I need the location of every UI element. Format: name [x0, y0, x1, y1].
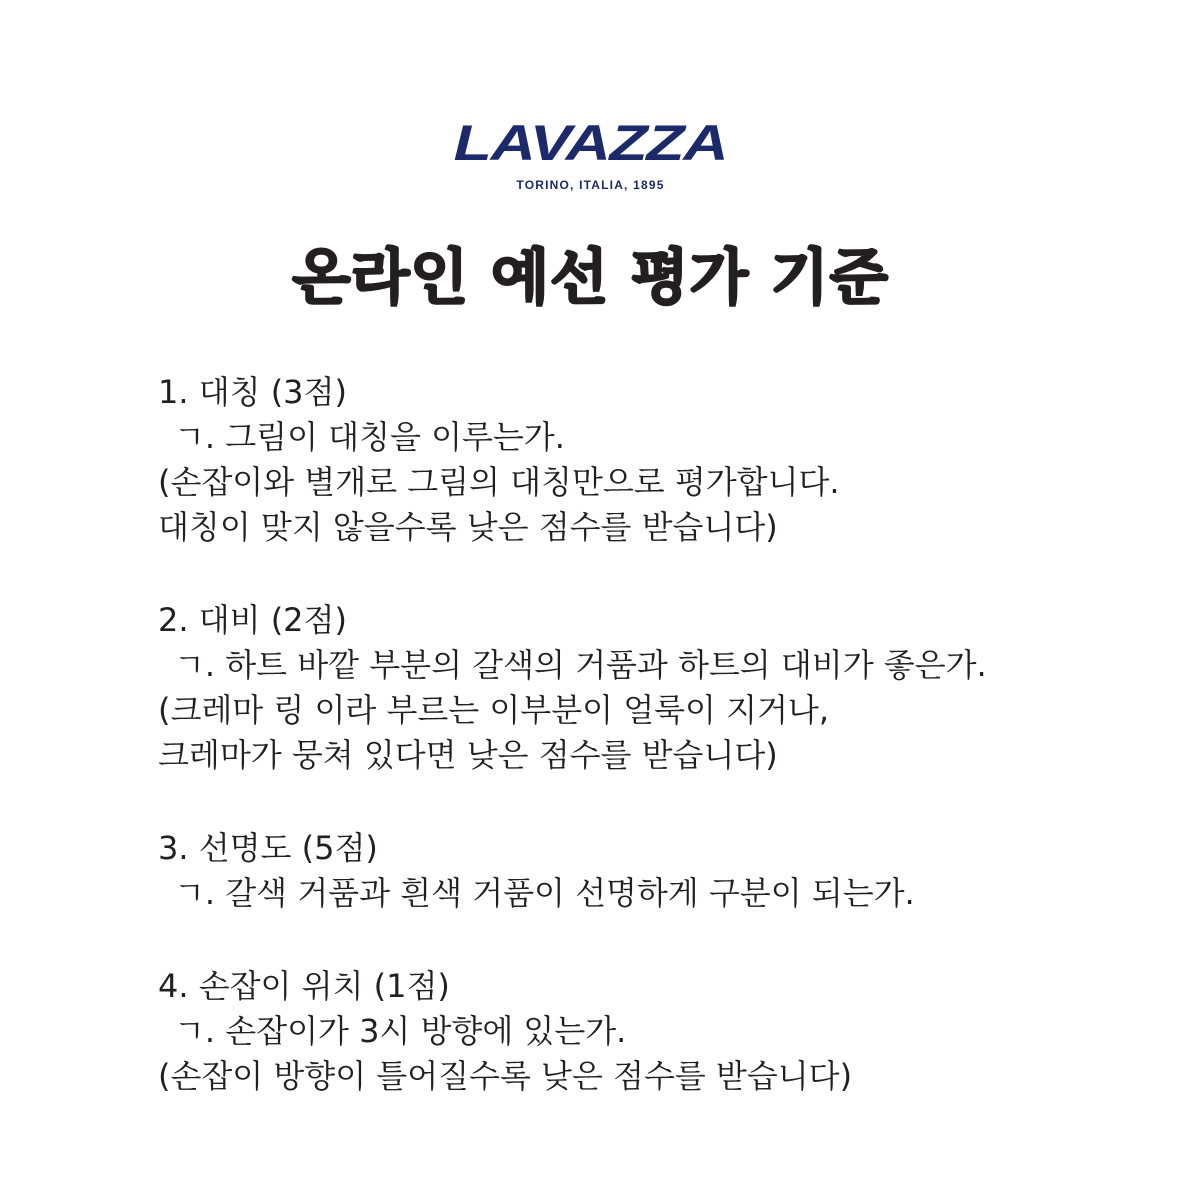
criterion-question: ㄱ. 그림이 대칭을 이루는가. — [174, 418, 565, 456]
criterion-clarity — [158, 826, 1158, 916]
criterion-symmetry — [158, 370, 1158, 550]
criterion-heading: 3. 선명도 (5점) — [158, 829, 378, 867]
criterion-handle-position — [158, 964, 1158, 1099]
criterion-heading: 4. 손잡이 위치 (1점) — [158, 967, 450, 1005]
page-title: 온라인 예선 평가 기준 — [292, 243, 889, 313]
criteria-list — [158, 370, 1158, 1147]
criterion-question: ㄱ. 손잡이가 3시 방향에 있는가. — [174, 1012, 627, 1050]
criterion-note: (손잡이 방향이 틀어질수록 낮은 점수를 받습니다) — [158, 1057, 853, 1095]
criterion-note: (크레마 링 이라 부르는 이부분이 얼룩이 지거나, — [158, 691, 830, 729]
criterion-note: (손잡이와 별개로 그림의 대칭만으로 평가합니다. — [158, 463, 840, 501]
lavazza-logo — [0, 115, 1181, 192]
criterion-note: 대칭이 맞지 않을수록 낮은 점수를 받습니다) — [158, 508, 778, 546]
criterion-contrast — [158, 598, 1158, 778]
logo-tagline: TORINO, ITALIA, 1895 — [516, 178, 665, 192]
logo-wordmark: LAVAZZA — [453, 115, 728, 171]
criterion-question: ㄱ. 하트 바깥 부분의 갈색의 거품과 하트의 대비가 좋은가. — [174, 646, 987, 684]
criterion-note: 크레마가 뭉쳐 있다면 낮은 점수를 받습니다) — [158, 736, 778, 774]
criterion-heading: 2. 대비 (2점) — [158, 601, 347, 639]
criterion-heading: 1. 대칭 (3점) — [158, 373, 347, 411]
criterion-question: ㄱ. 갈색 거품과 흰색 거품이 선명하게 구분이 되는가. — [174, 874, 915, 912]
